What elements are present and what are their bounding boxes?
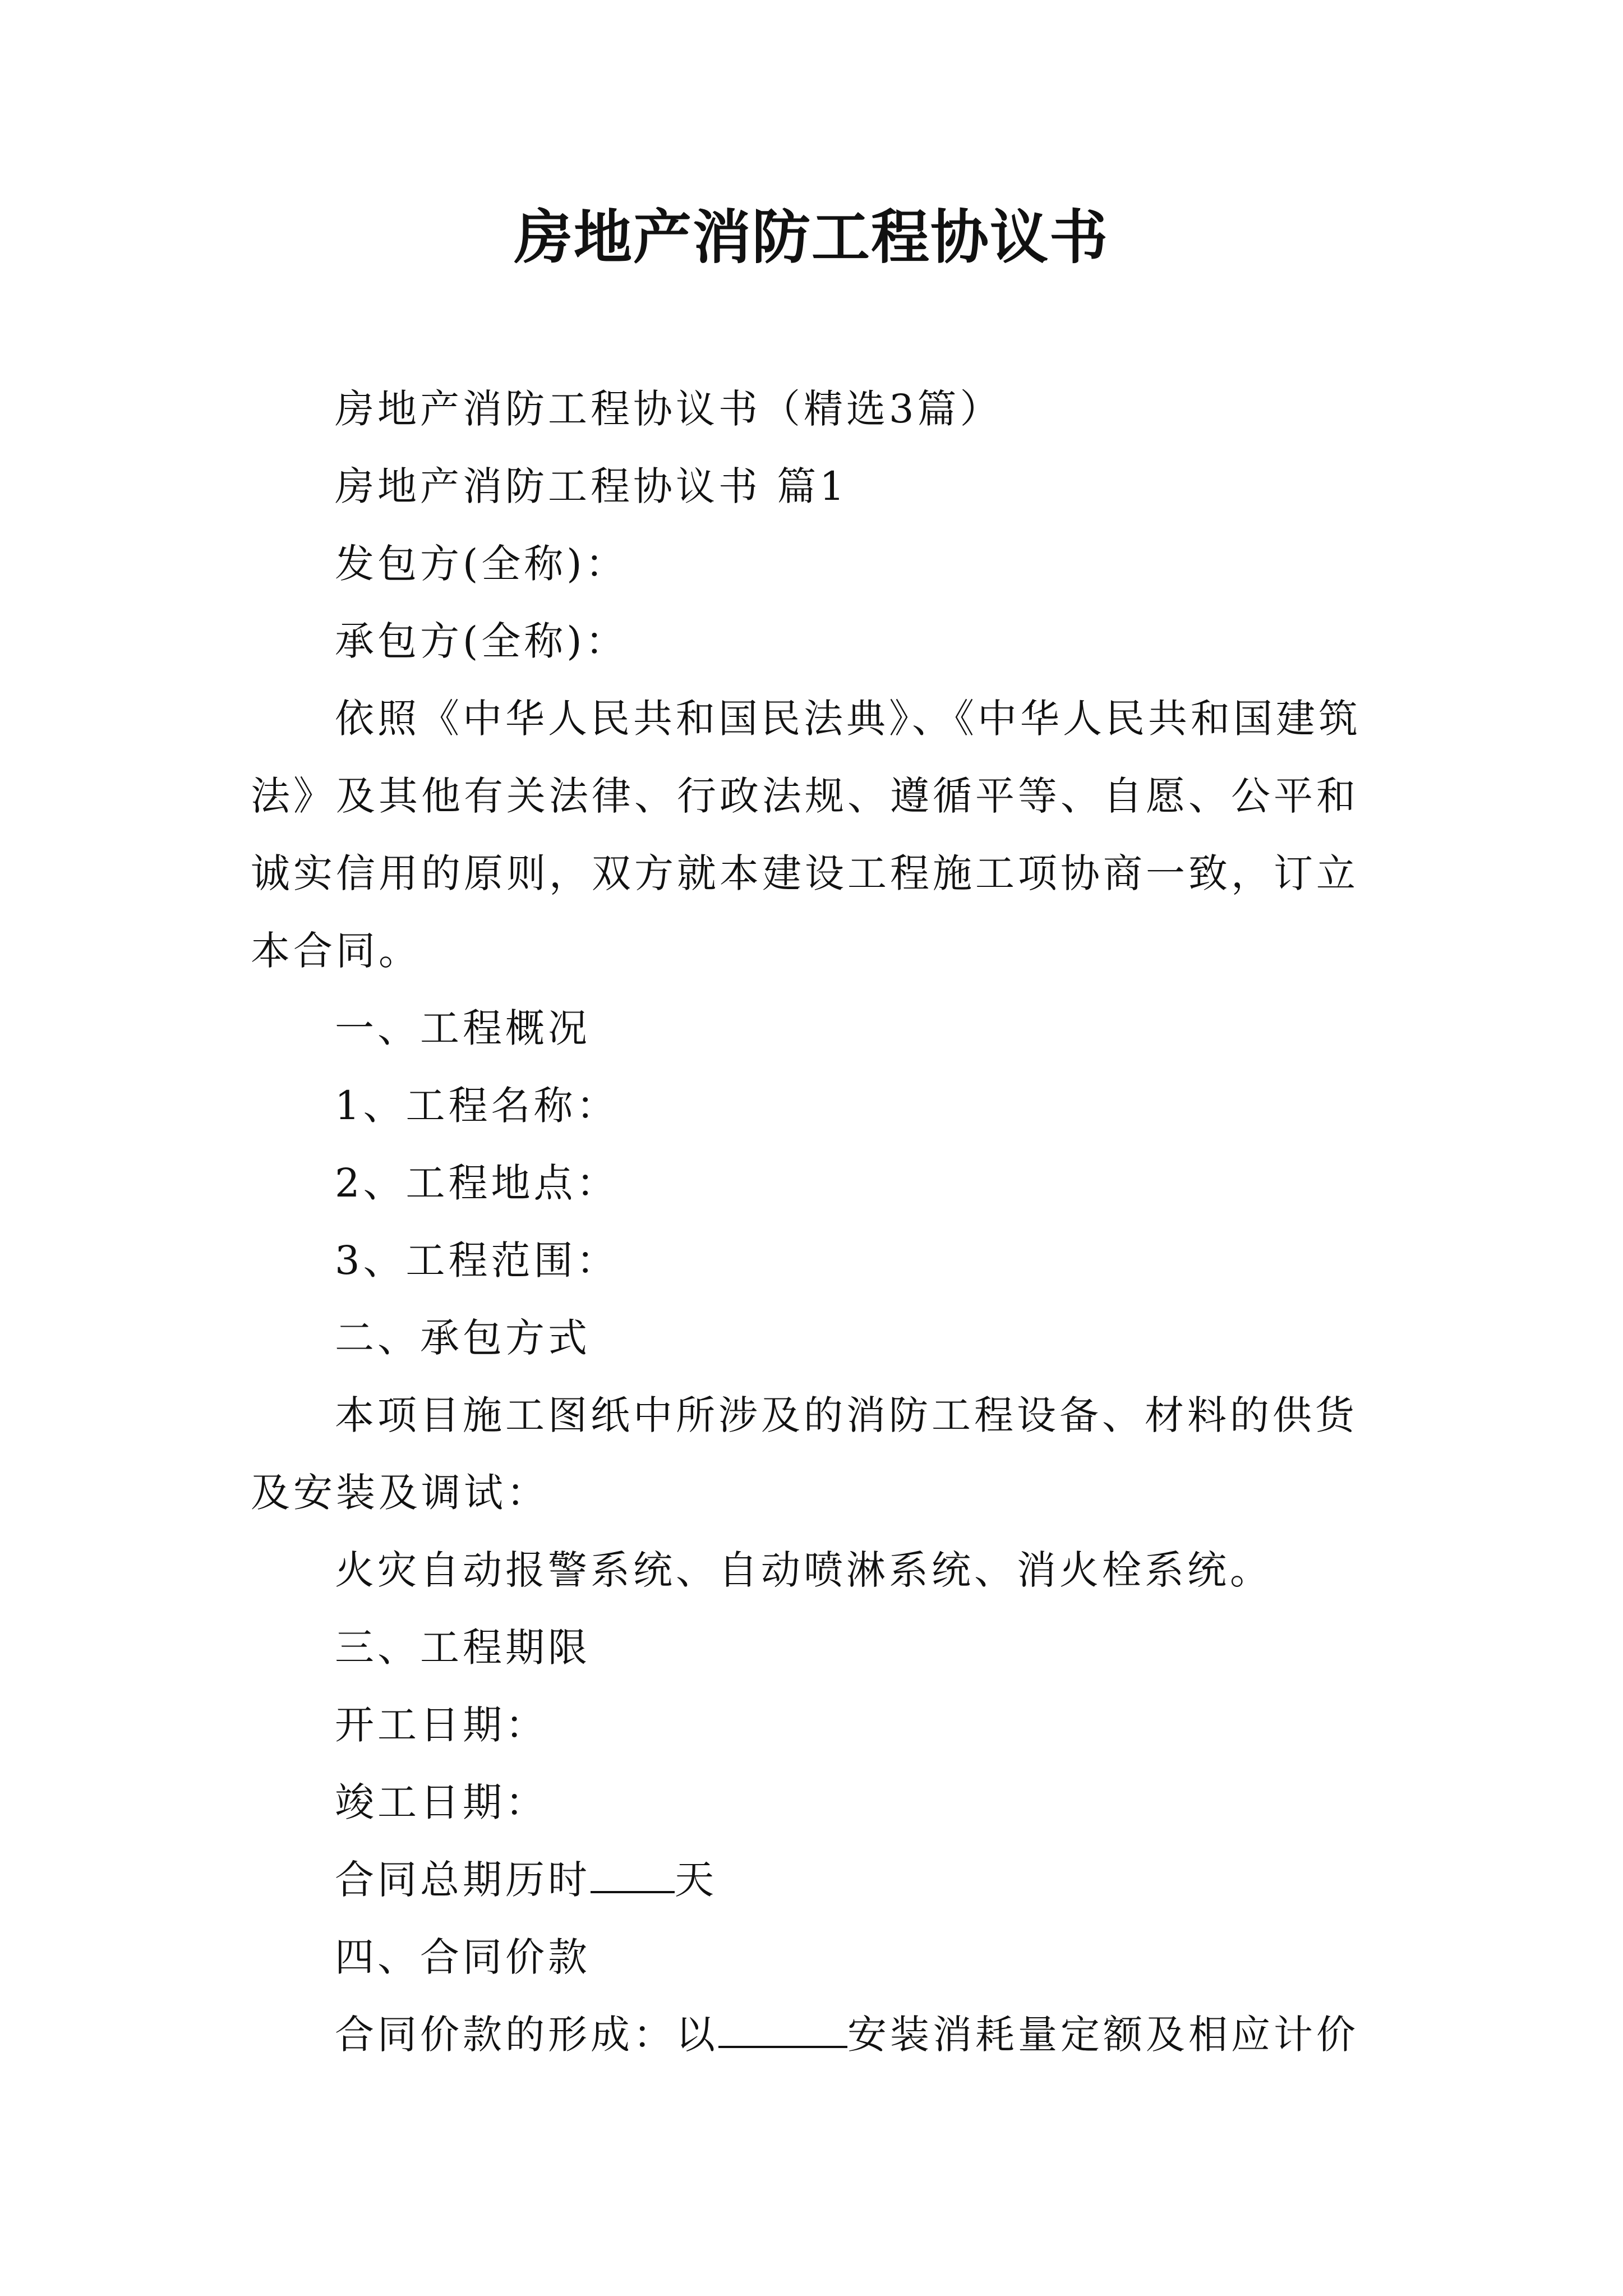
duration-blank xyxy=(591,1858,675,1893)
paragraph-systems: 火灾自动报警系统、自动喷淋系统、消火栓系统。 xyxy=(335,1547,1272,1593)
section-heading-period: 三、工程期限 xyxy=(335,1625,591,1671)
paragraph-completion-date: 竣工日期： xyxy=(335,1779,548,1825)
paragraph-employer: 发包方(全称)： xyxy=(335,541,628,587)
price-text-after: 安装消耗量定额及相应计价 xyxy=(847,2012,1359,2058)
paragraph-supply-install: 本项目施工图纸中所涉及的消防工程设备、材料的供货及安装及调试： xyxy=(251,1392,1358,1516)
duration-text-after: 天 xyxy=(675,1857,717,1903)
section-heading-overview: 一、工程概况 xyxy=(335,1005,591,1051)
document-body xyxy=(251,370,1378,2073)
paragraph-price-formation xyxy=(251,1996,1378,2073)
paragraph-project-location: 2、工程地点： xyxy=(335,1160,619,1206)
document-title: 房地产消防工程协议书 xyxy=(514,203,1109,272)
paragraph-total-duration xyxy=(251,1841,1378,1918)
price-blank xyxy=(718,2013,847,2048)
paragraph-preamble: 依照《中华人民共和国民法典》、《中华人民共和国建筑法》及其他有关法律、行政法规、遵循平等、自愿、公平和诚实信用的原则，双方就本建设工程施工项协商一致，订立本合同。 xyxy=(251,696,1361,974)
paragraph-subtitle: 房地产消防工程协议书（精选3篇） xyxy=(335,386,1003,432)
section-heading-contract-mode: 二、承包方式 xyxy=(335,1315,591,1361)
paragraph-project-name: 1、工程名称： xyxy=(335,1083,619,1129)
paragraph-part-heading: 房地产消防工程协议书 篇1 xyxy=(335,463,848,509)
paragraph-project-scope: 3、工程范围： xyxy=(335,1237,619,1283)
section-heading-price: 四、合同价款 xyxy=(335,1934,591,1980)
paragraph-contractor: 承包方(全称)： xyxy=(335,618,628,664)
price-text-before: 合同价款的形成：以 xyxy=(335,2012,718,2058)
paragraph-start-date: 开工日期： xyxy=(335,1702,548,1748)
duration-text-before: 合同总期历时 xyxy=(335,1857,591,1903)
